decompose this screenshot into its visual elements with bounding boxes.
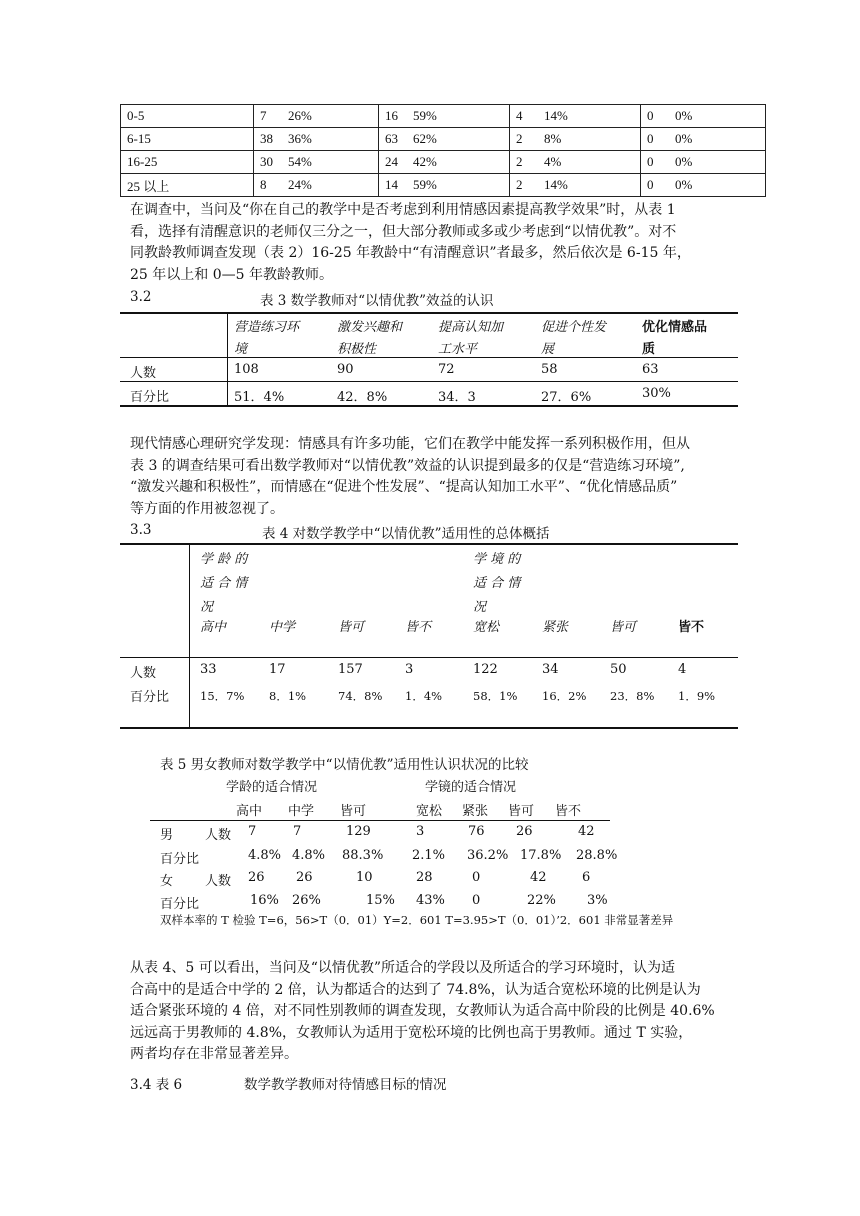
count-percent-cell <box>254 105 379 128</box>
paragraph-3 <box>130 958 738 1066</box>
percent-value: 4% <box>544 154 562 169</box>
table-rule <box>189 543 190 728</box>
table-cell: 72 <box>438 362 455 377</box>
table-cell: 1．9% <box>678 689 716 703</box>
table-cell: 33 <box>200 662 217 677</box>
table-rule <box>120 312 738 314</box>
count-value: 0 <box>647 131 654 146</box>
table-cell: 8．1% <box>269 689 307 703</box>
table4-subheader: 皆不 <box>678 620 705 635</box>
count-value: 2 <box>516 131 523 146</box>
percent-value: 24% <box>288 177 312 192</box>
table-row <box>121 151 766 174</box>
table5-subheader: 皆可 <box>508 804 535 819</box>
text-line: 在调查中，当问及“你在自己的教学中是否考虑到利用情感因素提高教学效果”时，从表 1 <box>130 202 676 218</box>
table4-subheader: 皆不 <box>405 620 432 635</box>
table4-subheader: 紧张 <box>542 620 569 635</box>
section-number: 3.2 <box>130 289 152 305</box>
percent-value: 59% <box>413 108 437 123</box>
table-cell: 4 <box>678 662 687 677</box>
age-cell: 25 以上 <box>121 174 254 197</box>
percent-value: 8% <box>544 131 562 146</box>
text-line: “激发兴趣和积极性”，而情感在“促进个性发展”、“提高认知加工水平”、“优化情感品质” <box>130 479 678 495</box>
row-label: 百分比 <box>160 897 200 912</box>
table-cell: 23．8% <box>610 689 655 703</box>
table-cell: 4.8% <box>248 848 282 863</box>
percent-value: 62% <box>413 131 437 146</box>
count-value: 30 <box>260 154 273 169</box>
count-percent-cell <box>641 128 766 151</box>
table-cell: 15．7% <box>200 689 245 703</box>
table-title: 表 5 男女教师对数学教学中“以情优教”适用性认识状况的比较 <box>160 757 529 773</box>
table-cell: 42 <box>530 870 547 885</box>
count-value: 8 <box>260 177 267 192</box>
table3-header: 激发兴趣和 <box>337 320 403 335</box>
count-percent-cell <box>641 151 766 174</box>
count-value: 38 <box>260 131 273 146</box>
text-line: 两者均存在非常显著差异。 <box>130 1046 298 1062</box>
table-cell: 2.1% <box>412 848 446 863</box>
table-cell: 17 <box>269 662 286 677</box>
table4-subheader: 宽松 <box>473 620 500 635</box>
table-cell: 15% <box>366 893 395 908</box>
table3-header: 质 <box>642 342 656 357</box>
count-percent-cell <box>379 128 510 151</box>
count-value: 24 <box>385 154 398 169</box>
age-cell: 0-5 <box>121 105 254 128</box>
table-cell: 30% <box>642 386 671 401</box>
table3-header: 展 <box>541 342 555 357</box>
table-cell: 26% <box>292 893 321 908</box>
percent-value: 42% <box>413 154 437 169</box>
percent-value: 0% <box>675 131 693 146</box>
table-row <box>121 174 766 197</box>
table-cell: 63 <box>642 362 659 377</box>
table-rule <box>150 820 610 821</box>
count-percent-cell <box>510 128 641 151</box>
text-line: 看，选择有清醒意识的老师仅三分之一，但大部分教师或多或少考虑到“以情优教”。对不 <box>130 223 677 240</box>
table-cell: 34 <box>542 662 559 677</box>
table-cell: 3% <box>587 893 608 908</box>
table-cell: 7 <box>248 824 257 839</box>
table-cell: 43% <box>416 893 445 908</box>
table3-header: 促进个性发 <box>541 320 607 335</box>
table3-header: 境 <box>234 342 248 357</box>
count-value: 0 <box>647 154 654 169</box>
table-cell: 7 <box>293 824 302 839</box>
table-cell: 6 <box>582 870 591 885</box>
table5-subheader: 皆可 <box>340 804 367 819</box>
table-cell: 51．4% <box>234 390 285 405</box>
table3-header: 提高认知加 <box>438 320 504 335</box>
table-cell: 36.2% <box>467 848 509 863</box>
table4-group1-header: 学 龄 的 适 合 情 况 <box>200 552 248 615</box>
count-percent-cell <box>379 105 510 128</box>
section-number: 3.4 表 6 <box>130 1077 183 1093</box>
table-cell: 0 <box>472 893 481 908</box>
text-line: 等方面的作用被忽视了。 <box>130 500 284 517</box>
table-rule <box>120 727 738 729</box>
table-cell: 90 <box>337 362 354 377</box>
table-cell: 17.8% <box>520 848 562 863</box>
paragraph-1 <box>130 200 738 286</box>
table-cell: 157 <box>338 662 363 677</box>
percent-value: 54% <box>288 154 312 169</box>
table5-subheader: 宽松 <box>416 804 443 819</box>
count-value: 2 <box>516 177 523 192</box>
table4-group2-header: 学 境 的 适 合 情 况 <box>473 552 521 615</box>
section-number: 3.3 <box>130 522 152 538</box>
table-cell: 16．2% <box>542 689 587 703</box>
table-rule <box>120 357 738 358</box>
text-line: 25 年以上和 0—5 年教龄教师。 <box>130 266 333 283</box>
age-cell: 16-25 <box>121 151 254 174</box>
table5-subheader: 高中 <box>236 804 263 819</box>
percent-value: 36% <box>288 131 312 146</box>
table-title: 数学教学教师对待情感目标的情况 <box>244 1077 447 1093</box>
table-cell: 26 <box>248 870 265 885</box>
table4-subheader: 皆可 <box>610 620 637 635</box>
table-cell: 10 <box>356 870 373 885</box>
gender-label: 女 <box>160 874 174 889</box>
table-rule <box>120 657 738 658</box>
count-percent-cell <box>254 174 379 197</box>
table-rule <box>120 381 738 382</box>
table-cell: 28 <box>416 870 433 885</box>
percent-value: 26% <box>288 108 312 123</box>
table5-subheader: 紧张 <box>462 804 489 819</box>
row-label: 百分比 <box>130 390 170 405</box>
table-cell: 129 <box>346 824 371 839</box>
table-cell: 74．8% <box>338 689 383 703</box>
table-cell: 58．1% <box>473 689 518 703</box>
table-cell: 28.8% <box>576 848 618 863</box>
table-cell: 26 <box>516 824 533 839</box>
count-percent-cell <box>641 174 766 197</box>
text-line: 适合紧张环境的 4 倍，对不同性别教师的调查发现，女教师认为适合高中阶段的比例是 40.6% <box>130 1003 715 1019</box>
text-line: 现代情感心理研究学发现：情感具有许多功能，它们在教学中能发挥一系列积极作用，但从 <box>130 436 690 452</box>
table-cell: 27．6% <box>541 390 592 405</box>
table-cell: 16% <box>250 893 279 908</box>
row-label: 百分比 <box>130 690 170 705</box>
table-cell: 108 <box>234 362 259 377</box>
table-cell: 42 <box>578 824 595 839</box>
row-label: 人数 <box>205 828 232 843</box>
text-line: 合高中的是适合中学的 2 倍，认为都适合的达到了 74.8%，认为适合宽松环境的比例是认为 <box>130 981 701 998</box>
table3-header: 优化情感品 <box>642 320 708 335</box>
count-value: 14 <box>385 177 398 192</box>
table4-subheader: 皆可 <box>338 620 365 635</box>
table-rule <box>120 405 738 407</box>
percent-value: 59% <box>413 177 437 192</box>
table-cell: 42．8% <box>337 390 388 405</box>
percent-value: 14% <box>544 108 568 123</box>
table-cell: 58 <box>541 362 558 377</box>
count-percent-cell <box>510 174 641 197</box>
percent-value: 0% <box>675 108 693 123</box>
percent-value: 0% <box>675 154 693 169</box>
table-cell: 3 <box>416 824 425 839</box>
text-line: 从表 4、5 可以看出，当问及“以情优教”所适合的学段以及所适合的学习环境时，认为适 <box>130 960 676 976</box>
count-value: 7 <box>260 108 267 123</box>
row-label: 人数 <box>130 666 157 681</box>
count-percent-cell <box>254 151 379 174</box>
table-cell: 0 <box>472 870 481 885</box>
table4-subheader: 中学 <box>269 620 296 635</box>
count-value: 16 <box>385 108 398 123</box>
table-cell: 3 <box>405 662 414 677</box>
table3-header: 工水平 <box>438 342 478 357</box>
table-title: 表 4 对数学教学中“以情优教”适用性的总体概括 <box>262 526 550 542</box>
table-rule <box>120 543 738 545</box>
table-cell: 1．4% <box>405 689 443 703</box>
table-cell: 88.3% <box>342 848 384 863</box>
count-percent-cell <box>379 174 510 197</box>
table-row <box>121 105 766 128</box>
count-percent-cell <box>510 151 641 174</box>
row-label: 人数 <box>130 366 157 381</box>
table-cell: 122 <box>473 662 498 677</box>
count-value: 2 <box>516 154 523 169</box>
table-cell: 50 <box>610 662 627 677</box>
text-line: 表 3 的调查结果可看出数学教师对“以情优教”效益的认识提到最多的仅是“营造练习环境”, <box>130 457 685 474</box>
count-value: 0 <box>647 177 654 192</box>
table5-group1-header: 学龄的适合情况 <box>226 780 318 795</box>
table-cell: 4.8% <box>292 848 326 863</box>
table-cell: 26 <box>296 870 313 885</box>
table5-subheader: 中学 <box>288 804 315 819</box>
table3-header: 营造练习环 <box>234 320 300 335</box>
table-cell: 76 <box>468 824 485 839</box>
count-percent-cell <box>254 128 379 151</box>
count-value: 4 <box>516 108 523 123</box>
table-cell: 34．3 <box>438 390 476 405</box>
count-percent-cell <box>510 105 641 128</box>
table-title: 表 3 数学教师对“以情优教”效益的认识 <box>260 293 494 309</box>
count-percent-cell <box>641 105 766 128</box>
count-value: 63 <box>385 131 398 146</box>
table5-subheader: 皆不 <box>555 804 582 819</box>
row-label: 百分比 <box>160 852 200 867</box>
table4-subheader: 高中 <box>200 620 227 635</box>
table-rule <box>227 312 228 406</box>
table5-group2-header: 学镜的适合情况 <box>425 780 517 795</box>
text-line: 远远高于男教师的 4.8%，女教师认为适用于宽松环境的比例也高于男教师。通过 T 实验， <box>130 1024 693 1041</box>
percent-value: 0% <box>675 177 693 192</box>
paragraph-2 <box>130 434 738 520</box>
text-line: 同教龄教师调查发现（表 2）16-25 年教龄中“有清醒意识”者最多，然后依次是 6-15 年， <box>130 245 691 261</box>
table-age-breakdown <box>120 104 766 197</box>
count-percent-cell <box>379 151 510 174</box>
table5-note: 双样本率的 T 检验 T=6，56>T（0．01）Y=2．601 T=3.95>T（0．01）’2．601 非常显著差异 <box>160 913 674 927</box>
count-value: 0 <box>647 108 654 123</box>
table-cell: 22% <box>527 893 556 908</box>
percent-value: 14% <box>544 177 568 192</box>
age-cell: 6-15 <box>121 128 254 151</box>
gender-label: 男 <box>160 828 174 843</box>
table-row <box>121 128 766 151</box>
table3-header: 积极性 <box>337 342 377 357</box>
row-label: 人数 <box>205 874 232 889</box>
